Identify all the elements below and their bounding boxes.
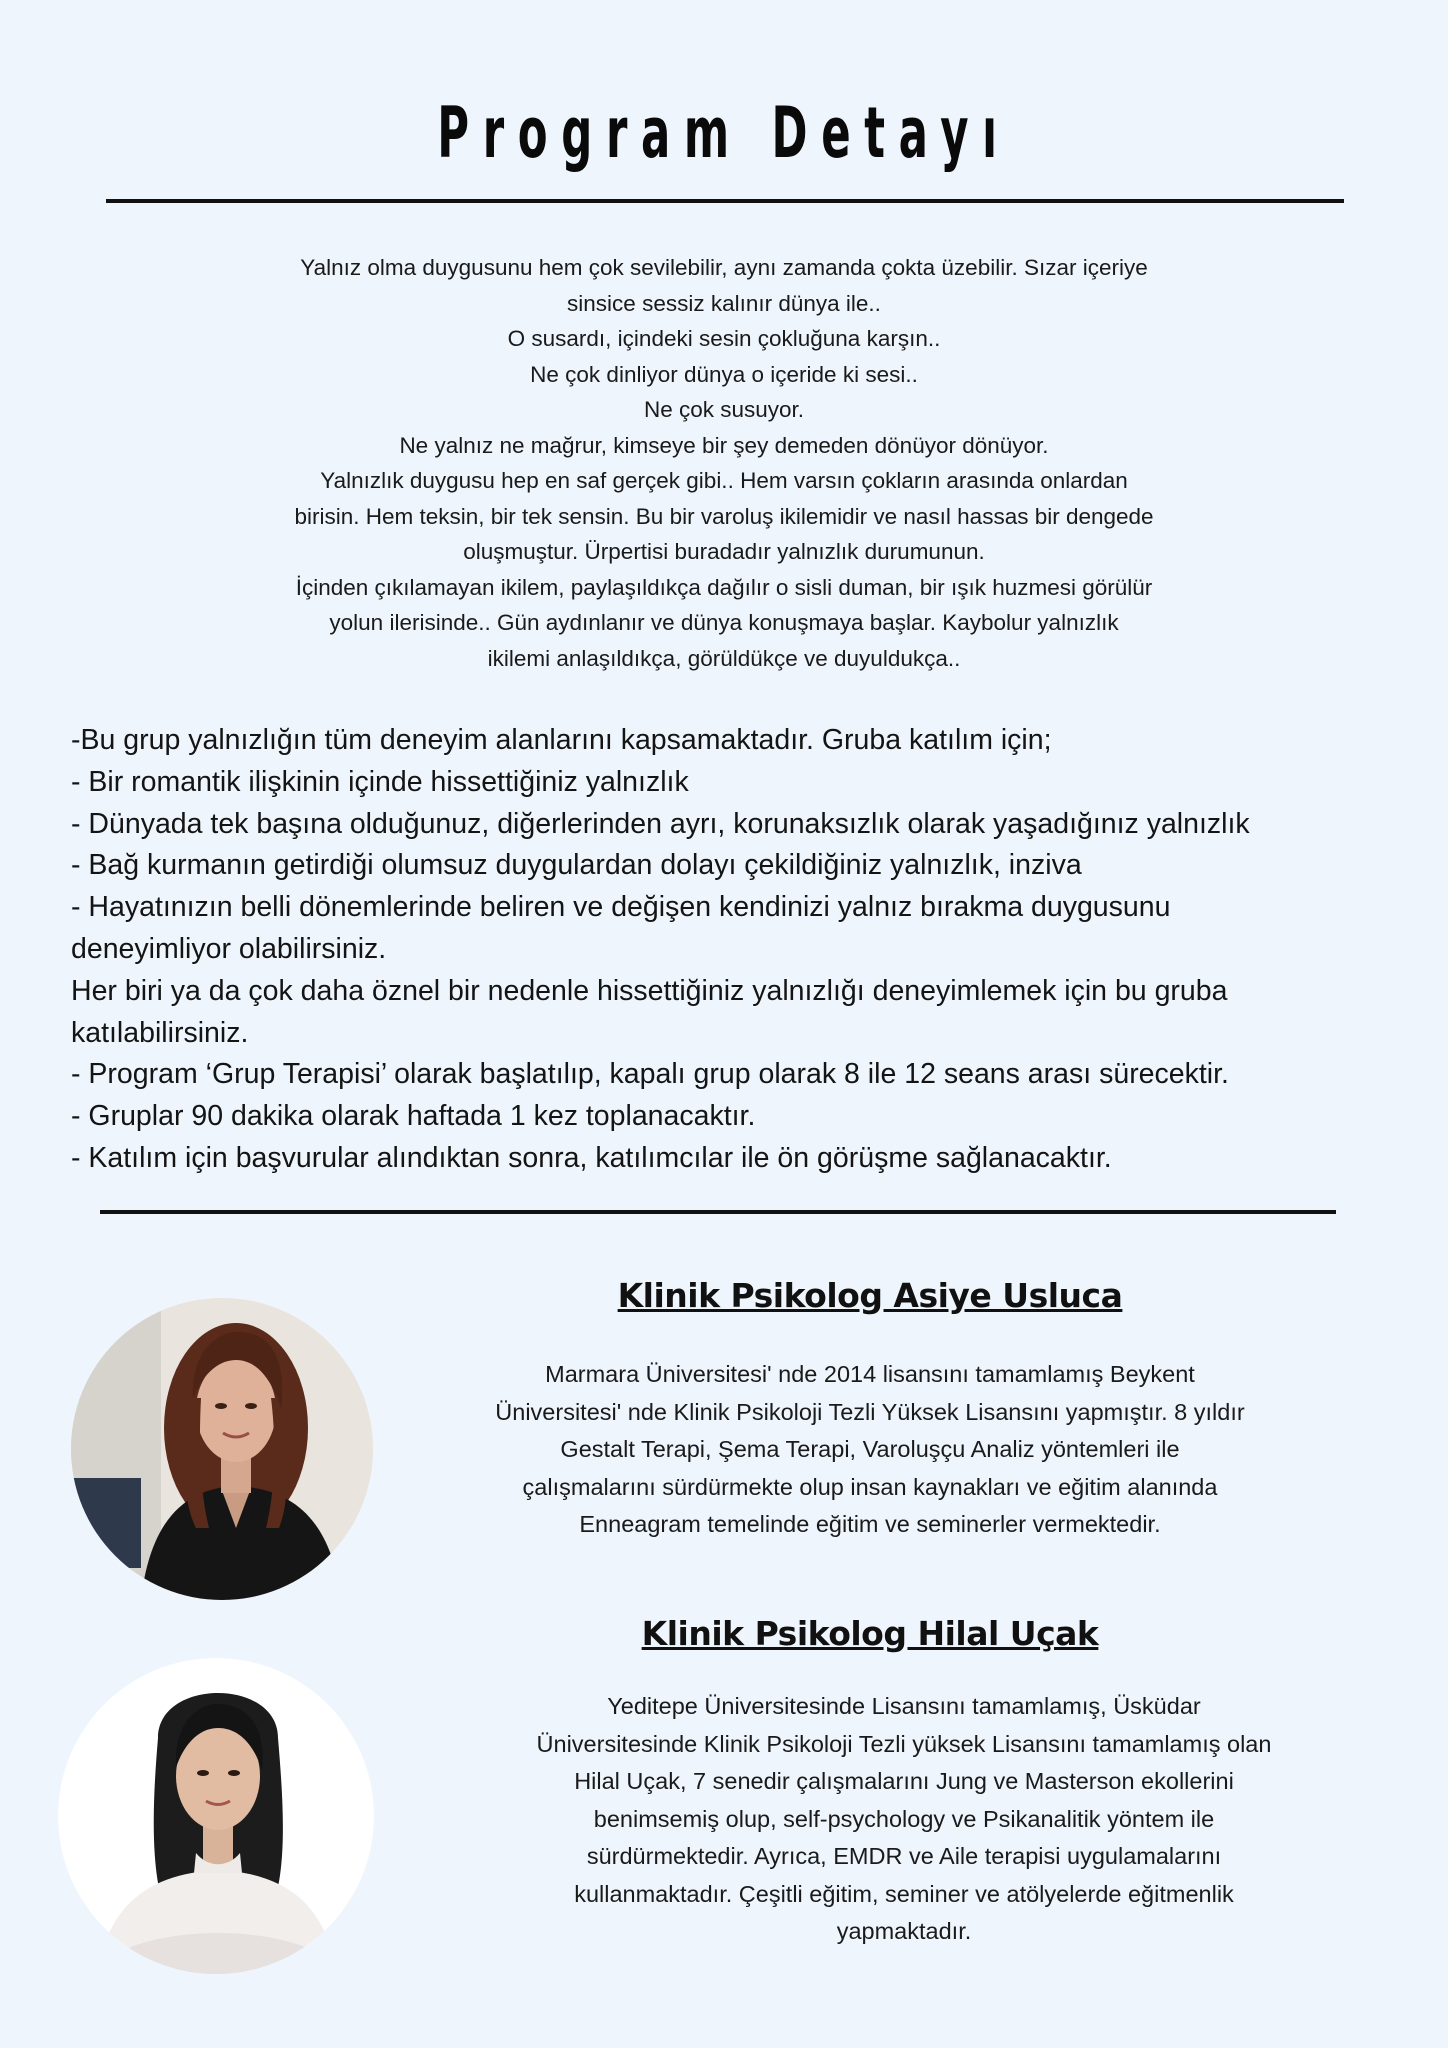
bio-line: Üniversitesi' nde Klinik Psikoloji Tezli Yüksek Lisansını yapmıştır. 8 yıldır xyxy=(495,1398,1245,1425)
page-title: Program Detayı xyxy=(437,92,1011,174)
details-line: katılabilirsiniz. xyxy=(71,1016,249,1049)
details-line: -Bu grup yalnızlığın tüm deneyim alanlarını kapsamaktadır. Gruba katılım için; xyxy=(71,724,1052,756)
details-line: - Katılım için başvurular alındıktan sonra, katılımcılar ile ön görüşme sağlanacaktır. xyxy=(71,1141,1112,1174)
program-details xyxy=(71,720,1391,1180)
poem-line: Yalnız olma duygusunu hem çok sevilebilir, aynı zamanda çokta üzebilir. Sızar içeriye xyxy=(300,255,1148,280)
bio-line: Üniversitesinde Klinik Psikoloji Tezli yüksek Lisansını tamamlamış olan xyxy=(536,1730,1272,1757)
poem-line: oluşmuştur. Ürpertisi buradadır yalnızlık durumunun. xyxy=(463,539,985,564)
psychologist-bio xyxy=(420,1356,1320,1544)
psychologist-name: Klinik Psikolog Asiye Usluca xyxy=(617,1276,1123,1315)
poem-line: İçinden çıkılamayan ikilem, paylaşıldıkça dağılır o sisli duman, bir ışık huzmesi görülür xyxy=(295,574,1153,600)
bio-line: Yeditepe Üniversitesinde Lisansını tamamlamış, Üsküdar xyxy=(607,1693,1201,1719)
bio-line: Gestalt Terapi, Şema Terapi, Varoluşçu Analiz yöntemleri ile xyxy=(560,1436,1180,1462)
details-line: - Hayatınızın belli dönemlerinde beliren ve değişen kendinizi yalnız bırakma duygusunu xyxy=(71,891,1171,924)
details-line: deneyimliyor olabilirsiniz. xyxy=(71,932,387,965)
poem-line: Ne yalnız ne mağrur, kimseye bir şey demeden dönüyor dönüyor. xyxy=(399,432,1049,458)
section-divider xyxy=(100,1210,1336,1214)
poem-line: Yalnızlık duygusu hep en saf gerçek gibi.. Hem varsın çokların arasında onlardan xyxy=(320,468,1128,493)
bio-line: yapmaktadır. xyxy=(836,1918,972,1944)
poem-line: sinsice sessiz kalınır dünya ile.. xyxy=(567,290,881,316)
bio-line: çalışmalarını sürdürmekte olup insan kaynakları ve eğitim alanında xyxy=(522,1473,1218,1500)
details-line: Her biri ya da çok daha öznel bir nedenle hissettiğiniz yalnızlığı deneyimlemek için bu gruba xyxy=(71,974,1228,1007)
details-line: - Program ‘Grup Terapisi’ olarak başlatılıp, kapalı grup olarak 8 ile 12 seans arası sürecektir. xyxy=(71,1058,1229,1091)
intro-poem xyxy=(150,250,1298,676)
avatar-asiye-usluca xyxy=(71,1298,373,1600)
details-line: - Bir romantik ilişkinin içinde hissettiğiniz yalnızlık xyxy=(71,765,689,798)
poem-line: Ne çok susuyor. xyxy=(643,397,805,422)
bio-line: benimsemiş olup, self-psychology ve Psikanalitik yöntem ile xyxy=(593,1805,1215,1832)
poem-line: birisin. Hem teksin, bir tek sensin. Bu bir varoluş ikilemidir ve nasıl hassas bir dengede xyxy=(294,503,1154,529)
poem-line: O susardı, içindeki sesin çokluğuna karşın.. xyxy=(507,326,941,351)
poem-line: ikilemi anlaşıldıkça, görüldükçe ve duyuldukça.. xyxy=(487,645,961,671)
bio-line: Enneagram temelinde eğitim ve seminerler vermektedir. xyxy=(579,1511,1161,1537)
avatar-hilal-ucak xyxy=(58,1658,374,1974)
bio-line: Hilal Uçak, 7 senedir çalışmalarını Jung ve Masterson ekollerini xyxy=(574,1768,1234,1794)
bio-line: sürdürmektedir. Ayrıca, EMDR ve Aile terapisi uygulamalarını xyxy=(586,1843,1222,1869)
poem-line: yolun ilerisinde.. Gün aydınlanır ve dünya konuşmaya başlar. Kaybolur yalnızlık xyxy=(329,610,1119,635)
title-divider xyxy=(106,199,1344,203)
details-line: - Bağ kurmanın getirdiği olumsuz duygulardan dolayı çekildiğiniz yalnızlık, inziva xyxy=(71,849,1082,882)
psychologist-bio xyxy=(454,1688,1354,1951)
bio-line: kullanmaktadır. Çeşitli eğitim, seminer ve atölyelerde eğitmenlik xyxy=(574,1880,1234,1907)
portrait-photo xyxy=(58,1658,374,1974)
portrait-photo xyxy=(71,1298,373,1600)
details-line: - Gruplar 90 dakika olarak haftada 1 kez toplanacaktır. xyxy=(71,1100,756,1133)
poem-line: Ne çok dinliyor dünya o içeride ki sesi.. xyxy=(530,361,918,387)
psychologist-name: Klinik Psikolog Hilal Uçak xyxy=(641,1614,1099,1653)
details-line: - Dünyada tek başına olduğunuz, diğerlerinden ayrı, korunaksızlık olarak yaşadığınız yalnızlık xyxy=(71,807,1250,840)
bio-line: Marmara Üniversitesi' nde 2014 lisansını tamamlamış Beykent xyxy=(545,1361,1195,1387)
